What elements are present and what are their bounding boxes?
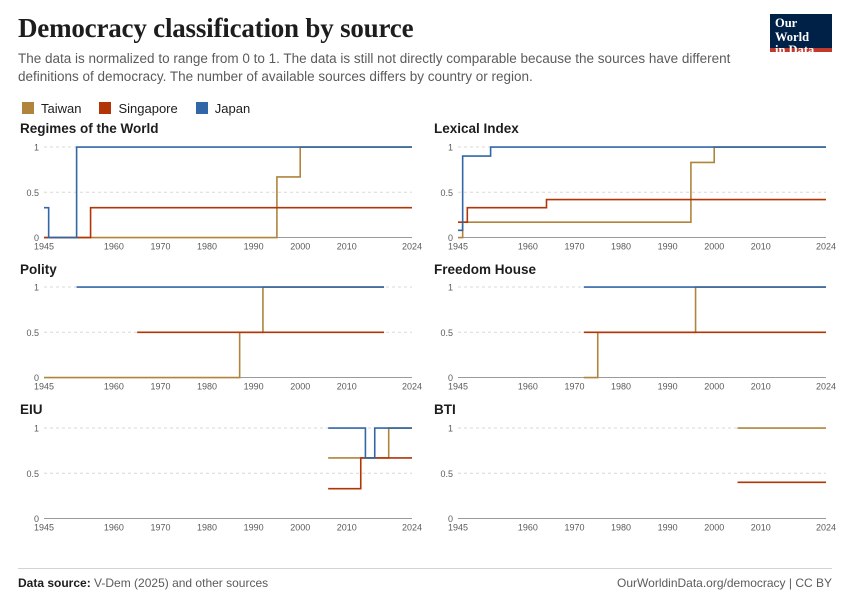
x-axis-tick-label: 1980 [611, 241, 632, 252]
plot-area[interactable] [18, 420, 423, 539]
y-axis-tick-label: 1 [33, 423, 39, 434]
x-axis-tick-label: 2024 [815, 241, 837, 252]
x-axis-tick-label: 2000 [704, 382, 725, 393]
series-line-japan [328, 428, 412, 458]
x-axis-tick-label: 1960 [103, 241, 124, 252]
panel-title: Lexical Index [434, 120, 519, 136]
panel-title: EIU [20, 402, 43, 418]
x-axis-tick-label: 2024 [815, 382, 837, 393]
series-line-singapore [44, 207, 412, 237]
x-axis-tick-label: 1980 [611, 382, 632, 393]
y-axis-tick-label: 0 [33, 232, 39, 243]
x-axis-tick-label: 1960 [103, 382, 124, 393]
y-axis-tick-label: 0.5 [440, 187, 453, 198]
legend-swatch-icon [22, 102, 34, 114]
owid-logo-line1: Our World [775, 16, 810, 44]
panel-title: Regimes of the World [20, 120, 159, 136]
x-axis-tick-label: 2010 [750, 382, 771, 393]
x-axis-tick-label: 2000 [290, 382, 311, 393]
x-axis-tick-label: 1945 [33, 241, 55, 252]
x-axis-tick-label: 1970 [564, 382, 585, 393]
x-axis-tick-label: 2024 [815, 522, 837, 533]
y-axis-tick-label: 1 [447, 423, 453, 434]
x-axis-tick-label: 1990 [657, 382, 678, 393]
x-axis-tick-label: 2010 [336, 522, 357, 533]
x-axis-tick-label: 1980 [197, 522, 218, 533]
legend-swatch-icon [196, 102, 208, 114]
panel-title: BTI [434, 402, 456, 418]
panel-freedom-house [432, 261, 837, 400]
plot-area[interactable] [432, 139, 837, 258]
x-axis-tick-label: 2024 [401, 382, 423, 393]
footer-source-text: V-Dem (2025) and other sources [94, 576, 269, 590]
page-subtitle: The data is normalized to range from 0 to 1. The data is still not directly comparable because the sources have different definitions of democracy. The number of available sources differs by country or region. [18, 50, 731, 85]
plot-area[interactable] [18, 139, 423, 258]
footer-source [18, 576, 268, 590]
x-axis-tick-label: 2000 [290, 241, 311, 252]
x-axis-tick-label: 2000 [290, 522, 311, 533]
x-axis-tick-label: 2010 [336, 241, 357, 252]
x-axis-tick-label: 1970 [150, 382, 171, 393]
y-axis-tick-label: 0 [33, 514, 39, 525]
x-axis-tick-label: 1960 [517, 522, 538, 533]
y-axis-tick-label: 0 [447, 514, 453, 525]
legend [18, 101, 832, 116]
footer-attribution-text: OurWorldinData.org/democracy | CC BY [617, 576, 832, 590]
legend-item-taiwan[interactable] [22, 101, 81, 116]
x-axis-tick-label: 1960 [103, 522, 124, 533]
panel-regimes-of-the-world [18, 120, 423, 259]
panel-eiu [18, 402, 423, 540]
x-axis-tick-label: 1990 [243, 241, 264, 252]
x-axis-tick-label: 1970 [564, 522, 585, 533]
series-line-taiwan [328, 428, 412, 458]
legend-item-japan[interactable] [196, 101, 250, 116]
footer [18, 568, 832, 590]
x-axis-tick-label: 1945 [447, 241, 469, 252]
panel-lexical-index [432, 120, 837, 259]
y-axis-tick-label: 0.5 [440, 468, 453, 479]
x-axis-tick-label: 1980 [197, 382, 218, 393]
x-axis-tick-label: 2010 [750, 522, 771, 533]
legend-label: Singapore [118, 100, 178, 116]
x-axis-tick-label: 1990 [657, 241, 678, 252]
x-axis-tick-label: 1980 [611, 522, 632, 533]
x-axis-tick-label: 2024 [401, 241, 423, 252]
x-axis-tick-label: 2000 [704, 241, 725, 252]
panel-bti [432, 402, 837, 540]
x-axis-tick-label: 1990 [243, 382, 264, 393]
y-axis-tick-label: 0.5 [26, 187, 39, 198]
x-axis-tick-label: 1945 [447, 382, 469, 393]
legend-item-singapore[interactable] [99, 101, 177, 116]
x-axis-tick-label: 1960 [517, 241, 538, 252]
series-line-japan [458, 147, 826, 230]
x-axis-tick-label: 1990 [243, 522, 264, 533]
footer-source-label: Data source: [18, 576, 91, 590]
owid-logo[interactable] [770, 14, 832, 57]
y-axis-tick-label: 0.5 [26, 468, 39, 479]
panel-title: Freedom House [434, 261, 537, 277]
y-axis-tick-label: 0.5 [26, 328, 39, 339]
plot-area[interactable] [18, 279, 423, 398]
x-axis-tick-label: 2010 [336, 382, 357, 393]
chart-grid [18, 120, 837, 540]
x-axis-tick-label: 1970 [150, 522, 171, 533]
x-axis-tick-label: 2000 [704, 522, 725, 533]
x-axis-tick-label: 1960 [517, 382, 538, 393]
x-axis-tick-label: 1945 [447, 522, 469, 533]
y-axis-tick-label: 0 [33, 373, 39, 384]
x-axis-tick-label: 1970 [564, 241, 585, 252]
y-axis-tick-label: 1 [447, 142, 453, 153]
panel-polity [18, 261, 423, 400]
y-axis-tick-label: 0 [447, 373, 453, 384]
panel-title: Polity [20, 261, 57, 277]
y-axis-tick-label: 0.5 [440, 328, 453, 339]
x-axis-tick-label: 1980 [197, 241, 218, 252]
x-axis-tick-label: 1990 [657, 522, 678, 533]
owid-logo-line2: in Data [775, 43, 815, 57]
x-axis-tick-label: 1970 [150, 241, 171, 252]
x-axis-tick-label: 1945 [33, 522, 55, 533]
page-title: Democracy classification by source [18, 13, 414, 43]
y-axis-tick-label: 1 [33, 282, 39, 294]
header [18, 14, 832, 87]
legend-label: Taiwan [41, 100, 82, 116]
series-line-singapore [458, 199, 826, 222]
plot-area[interactable] [432, 279, 837, 398]
legend-label: Japan [214, 100, 251, 116]
plot-area[interactable] [432, 420, 837, 539]
y-axis-tick-label: 0 [447, 232, 453, 243]
y-axis-tick-label: 1 [447, 282, 453, 294]
y-axis-tick-label: 1 [33, 142, 39, 153]
x-axis-tick-label: 1945 [33, 382, 55, 393]
x-axis-tick-label: 2010 [750, 241, 771, 252]
legend-swatch-icon [99, 102, 111, 114]
footer-attribution[interactable] [617, 576, 832, 590]
x-axis-tick-label: 2024 [401, 522, 423, 533]
